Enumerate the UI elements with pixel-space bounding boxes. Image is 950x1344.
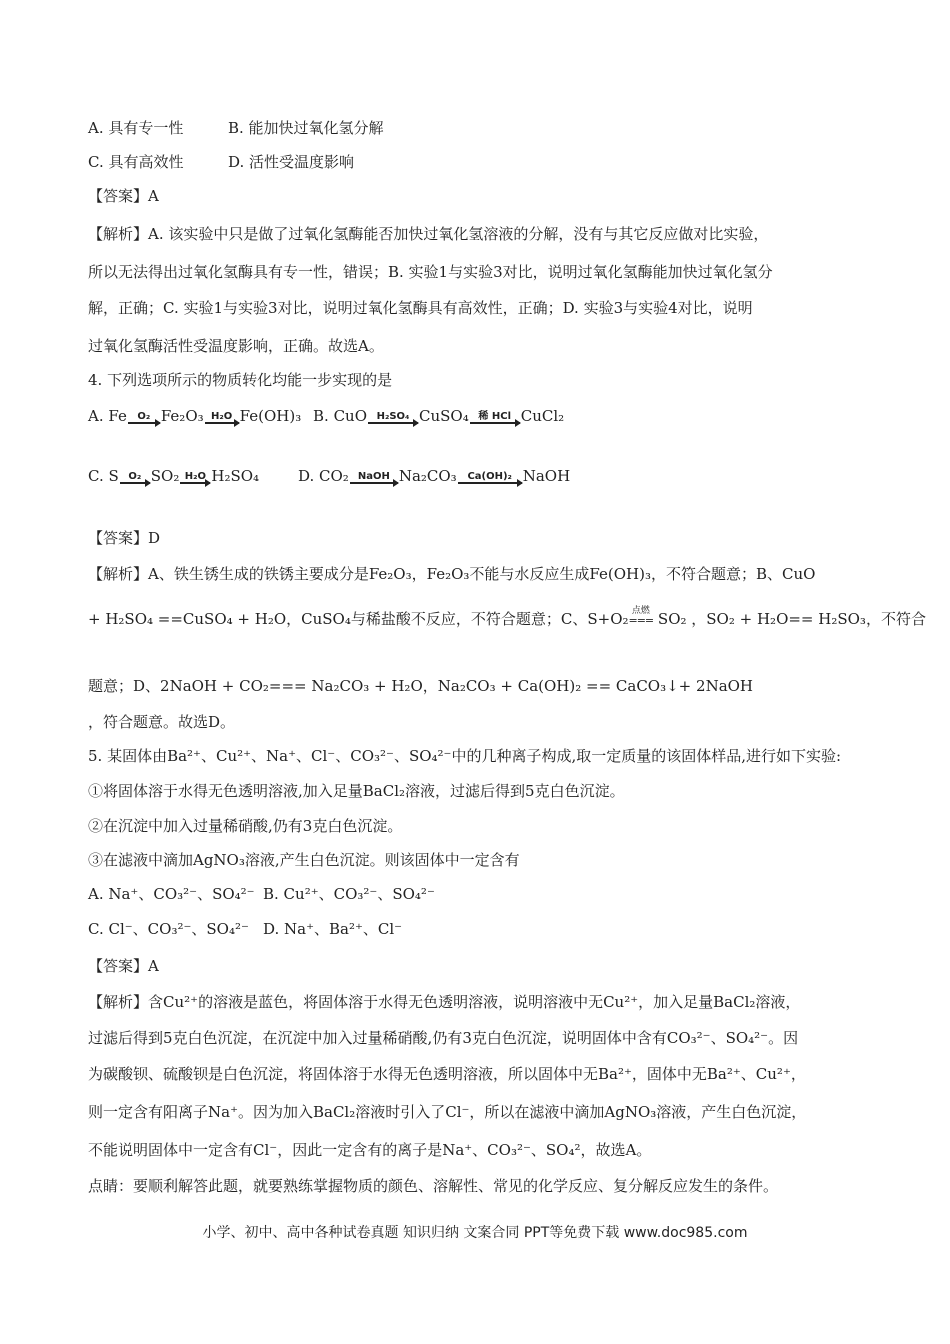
q3-options-row1: [88, 118, 384, 138]
q5-analysis-line: 【解析】含Cu²⁺的溶液是蓝色，将固体溶于水得无色透明溶液，说明溶液中无Cu²⁺，加入足量BaCl₂溶液，: [88, 993, 801, 1011]
substance: Na₂CO₃: [398, 467, 457, 485]
q5-step: ③在滤液中滴加AgNO₃溶液,产生白色沉淀。则该固体中一定含有: [88, 851, 520, 869]
q3-option-b: B. 能加快过氧化氢分解: [228, 119, 384, 137]
q4-option-b: [313, 402, 564, 430]
q5-analysis-line: 则一定含有阳离子Na⁺。因为加入BaCl₂溶液时引入了Cl⁻，所以在滤液中滴加AgNO₃溶液，产生白色沉淀，: [88, 1103, 807, 1121]
reagent-label: O₂: [137, 411, 151, 422]
substance: CO₂: [319, 467, 349, 485]
reaction-condition: [629, 606, 654, 630]
q3-option-a: A. 具有专一性: [88, 119, 184, 137]
q4-analysis-line: 题意；D、2NaOH + CO₂=== Na₂CO₃ + H₂O，Na₂CO₃ + Ca(OH)₂ == CaCO₃↓+ 2NaOH: [88, 677, 754, 695]
substance: CuO: [333, 407, 367, 425]
q5-options-row2: [88, 919, 402, 939]
condition-label: 点燃: [631, 606, 650, 616]
q5-option-d: D. Na⁺、Ba²⁺、Cl⁻: [263, 920, 403, 938]
condition-equals: ===: [628, 614, 654, 627]
reagent-label: NaOH: [357, 471, 390, 482]
reagent-label: O₂: [128, 471, 142, 482]
q5-option-b: B. Cu²⁺、CO₃²⁻、SO₄²⁻: [263, 885, 435, 903]
q3-options-row2: [88, 152, 354, 172]
reagent-label: Ca(OH)₂: [467, 471, 512, 482]
reagent-label: H₂SO₄: [376, 411, 410, 422]
q3-option-c: C. 具有高效性: [88, 153, 184, 171]
q5-stem: 5. 某固体由Ba²⁺、Cu²⁺、Na⁺、Cl⁻、CO₃²⁻、SO₄²⁻中的几种离子构成,取一定质量的该固体样品,进行如下实验:: [88, 747, 842, 765]
q4-option-d-prefix: D.: [298, 467, 320, 485]
reagent-label: 稀 HCl: [478, 411, 512, 422]
q4-options-row2: [88, 462, 570, 490]
q4-analysis-text: SO₂ ，SO₂ + H₂O== H₂SO₃，不符合: [653, 610, 926, 628]
q4-option-a-prefix: A.: [88, 407, 109, 425]
q5-tip: 点睛：要顺利解答此题，就要熟练掌握物质的颜色、溶解性、常见的化学反应、复分解反应发生的条件。: [88, 1177, 779, 1195]
q5-analysis-line: 过滤后得到5克白色沉淀，在沉淀中加入过量稀硝酸,仍有3克白色沉淀，说明固体中含有CO₃²⁻、SO₄²⁻。因: [88, 1029, 799, 1047]
q4-options-row1: [88, 402, 564, 430]
q3-option-d: D. 活性受温度影响: [228, 153, 355, 171]
reaction-arrow: [120, 471, 150, 490]
q4-analysis-line: [88, 606, 926, 630]
q4-analysis-line: 【解析】A、铁生锈生成的铁锈主要成分是Fe₂O₃，Fe₂O₃不能与水反应生成Fe(OH)₃，不符合题意；B、CuO: [88, 565, 816, 583]
q3-analysis-line: 过氧化氢酶活性受温度影响，正确。故选A。: [88, 337, 384, 355]
substance: NaOH: [522, 467, 571, 485]
q3-analysis-line: 解，正确；C. 实验1与实验3对比，说明过氧化氢酶具有高效性，正确；D. 实验3与实验4对比，说明: [88, 299, 753, 317]
page-footer: 小学、初中、高中各种试卷真题 知识归纳 文案合同 PPT等免费下载 www.doc985.com: [202, 1225, 748, 1241]
reagent-label: H₂O: [211, 411, 233, 422]
reaction-arrow: [180, 471, 210, 490]
substance: Fe: [108, 407, 127, 425]
reaction-arrow: [205, 411, 239, 430]
reaction-arrow: [350, 471, 398, 490]
q5-option-a: A. Na⁺、CO₃²⁻、SO₄²⁻: [88, 885, 255, 903]
q4-option-a: [88, 402, 313, 430]
substance: CuCl₂: [520, 407, 565, 425]
substance: Fe₂O₃: [160, 407, 204, 425]
q5-analysis-line: 为碳酸钡、硫酸钡是白色沉淀，将固体溶于水得无色透明溶液，所以固体中无Ba²⁺，固体中无Ba²⁺、Cu²⁺，: [88, 1065, 806, 1083]
q4-option-c: [88, 462, 298, 490]
q4-analysis-text: + H₂SO₄ ==CuSO₄ + H₂O，CuSO₄与稀盐酸不反应，不符合题意；C、S+O₂: [88, 610, 629, 628]
q5-analysis-line: 不能说明固体中一定含有Cl⁻，因此一定含有的离子是Na⁺、CO₃²⁻、SO₄²，故选A。: [88, 1141, 652, 1159]
q5-step: ①将固体溶于水得无色透明溶液,加入足量BaCl₂溶液，过滤后得到5克白色沉淀。: [88, 782, 625, 800]
reaction-arrow: [368, 411, 418, 430]
q3-analysis-line: 【解析】A. 该实验中只是做了过氧化氢酶能否加快过氧化氢溶液的分解，没有与其它反应做对比实验，: [88, 225, 769, 243]
q3-answer: 【答案】A: [88, 187, 159, 205]
q5-answer: 【答案】A: [88, 957, 159, 975]
q4-option-d: [298, 462, 570, 490]
reaction-arrow: [458, 471, 522, 490]
q4-stem: 4. 下列选项所示的物质转化均能一步实现的是: [88, 371, 393, 389]
q4-analysis-line: ，符合题意。故选D。: [88, 713, 236, 731]
q4-option-b-prefix: B.: [313, 407, 334, 425]
substance: SO₂: [150, 467, 180, 485]
reaction-arrow: [470, 411, 520, 430]
substance: CuSO₄: [419, 407, 469, 425]
reagent-label: H₂O: [184, 471, 206, 482]
q4-answer: 【答案】D: [88, 529, 161, 547]
q4-option-c-prefix: C.: [88, 467, 109, 485]
q5-options-row1: [88, 884, 435, 904]
substance: S: [108, 467, 119, 485]
q3-analysis-line: 所以无法得出过氧化氢酶具有专一性，错误；B. 实验1与实验3对比，说明过氧化氢酶能加快过氧化氢分: [88, 263, 773, 281]
substance: Fe(OH)₃: [239, 407, 302, 425]
q5-step: ②在沉淀中加入过量稀硝酸,仍有3克白色沉淀。: [88, 817, 403, 835]
q5-option-c: C. Cl⁻、CO₃²⁻、SO₄²⁻: [88, 920, 249, 938]
substance: H₂SO₄: [211, 467, 260, 485]
reaction-arrow: [128, 411, 160, 430]
